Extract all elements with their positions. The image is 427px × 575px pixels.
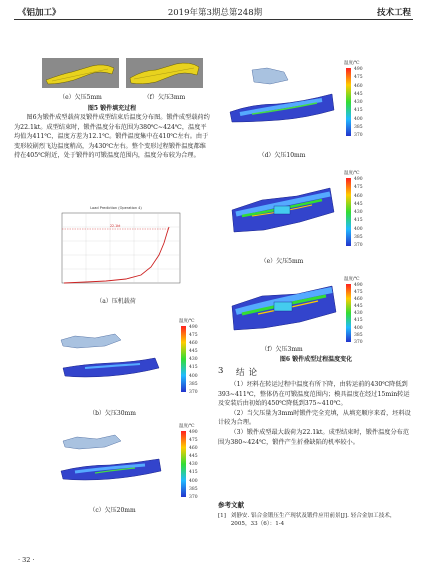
fig5f-caption: （f）欠压3mm (143, 94, 186, 101)
conclusion-3: （3）锻件成型最大载荷为22.1kt。成型结束时，锻件温度分布范围为380~424℃，锻件产生折叠缺陷的机率较小。 (218, 428, 410, 446)
page-number: · 32 · (18, 556, 35, 564)
section-title: 结论 (236, 368, 262, 378)
chart-caption: （a）压机载荷 (96, 298, 136, 305)
sim-20mm-image (55, 423, 170, 501)
body-paragraph: 图6为锻件成型载荷及锻件成型结束后温度分布图。锻件成型载荷约为22.1kt。成型结束时，锻件温度分布范围为380℃~424℃，温度平均值为411℃，温度方差为12.1℃。锻件温度集中在410℃左右。由于变形较剧烈飞边温度稍高，为430℃左右。整个变形过程锻件温度都维持在405℃附近，处于锻件的可锻温度范围内，温度分布较为合理。 (14, 114, 210, 160)
conclusions (218, 380, 414, 447)
fig6-caption: 图6 锻件成型过程温度变化 (279, 356, 353, 363)
conclusion-1: （1）坯料在转运过程中温度有所下降，由转运前的430℃降低到393~411℃，整体仍在可锻温度范围内；模具温度在经过15min转运及安装后由初始的450℃降低到375~410℃。 (218, 381, 410, 408)
load-chart (46, 203, 186, 293)
references-title: 参考文献 (218, 501, 244, 509)
issue-info: 2019年第3期总第248期 (167, 8, 263, 18)
reference-text: 刘静安. 铝合金锻压生产现状及锻件应用前景[J]. 轻合金加工技术，2005，33（6）：1-4 (230, 513, 396, 527)
sim-5mm-caption: （e）欠压5mm (260, 258, 304, 265)
fig5e-image (42, 58, 119, 88)
sim-30mm-caption: （b）欠压30mm (89, 410, 136, 417)
sim-20mm-caption: （c）欠压20mm (89, 507, 136, 514)
column-name: 技术工程 (376, 8, 411, 18)
sim-3mm-image (222, 276, 342, 344)
fig5-caption: 图5 锻件填充过程 (87, 105, 137, 112)
journal-name: 《铝加工》 (18, 8, 61, 18)
legend-d: 温度/℃ 490 475 460 445 430 415 400 385 370 (344, 61, 363, 139)
load-annotation: 22.1kt (110, 224, 121, 228)
sim-30mm-image (55, 318, 170, 393)
conclusion-2: （2）当欠压量为3mm时锻件完全充填，从填充顺序来看，坯料设计较为合理。 (218, 409, 411, 427)
reference-item (218, 512, 414, 528)
sim-5mm-image (222, 170, 342, 256)
legend-e: 温度/℃ 490 475 460 445 430 415 400 385 370 (344, 171, 363, 249)
legend-b: 温度/℃ 490 475 460 445 430 415 400 385 370 (179, 319, 198, 395)
fig5e-caption: （e）欠压5mm (59, 94, 102, 101)
chart-title: Load Prediction (Operation 4) (90, 206, 142, 210)
sim-10mm-image (222, 60, 342, 148)
legend-c: 温度/℃ 490 475 460 445 430 415 400 385 370 (179, 424, 198, 500)
sim-3mm-caption: （f）欠压3mm (261, 346, 303, 353)
section-number: 3 (218, 366, 224, 376)
legend-f: 温度/℃ 490 475 460 445 430 415 400 385 370 (344, 277, 363, 345)
fig5f-image (126, 58, 203, 88)
reference-number: [1] (218, 513, 226, 519)
header-rule (14, 19, 413, 20)
sim-10mm-caption: （d）欠压10mm (258, 152, 306, 159)
